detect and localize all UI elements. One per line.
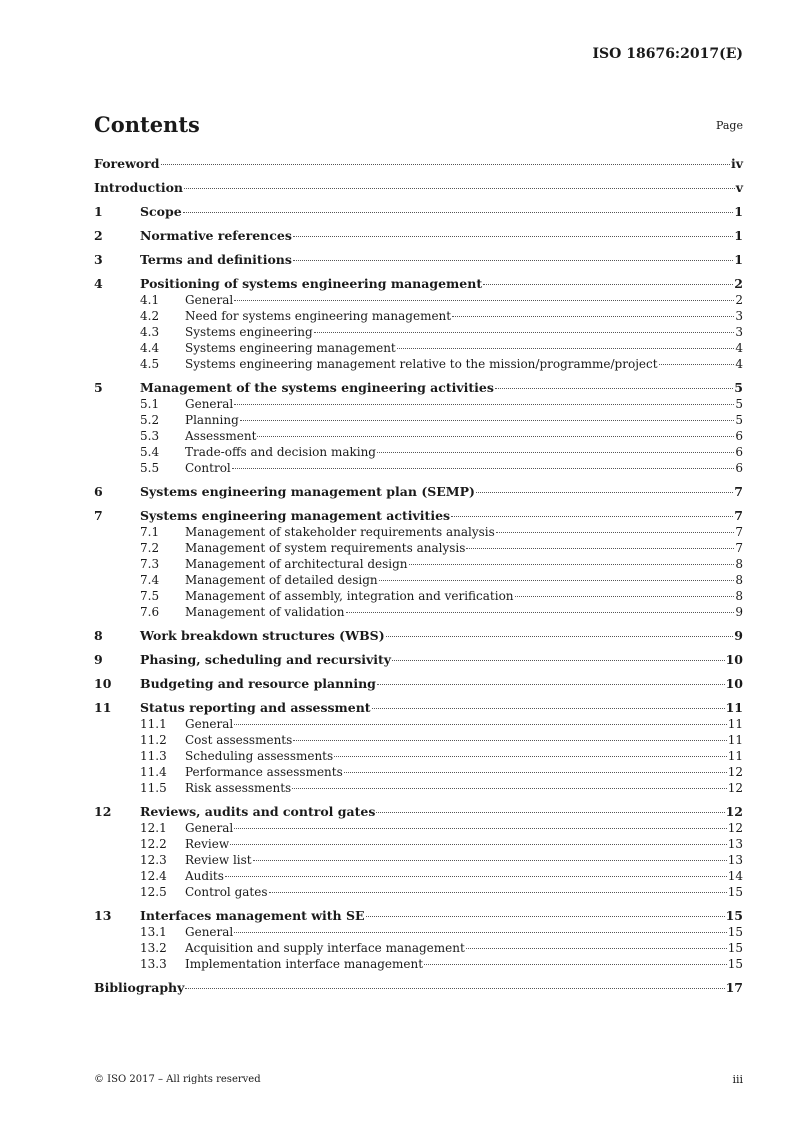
- dot-leader: [496, 532, 735, 533]
- toc-subentry[interactable]: [94, 324, 743, 340]
- dot-leader: [495, 388, 733, 389]
- toc-entry-label: Bibliography: [94, 980, 185, 995]
- toc-entry-page: 13: [727, 837, 743, 851]
- dot-leader: [452, 316, 734, 317]
- toc-entry-label: General: [185, 293, 234, 307]
- toc-subentry[interactable]: [94, 820, 743, 836]
- dot-leader: [377, 684, 725, 685]
- toc-entry-label: Work breakdown structures (WBS): [140, 628, 385, 643]
- toc-entry-page: 5: [734, 380, 743, 395]
- toc-entry-label: Review: [185, 837, 230, 851]
- dot-leader: [293, 260, 733, 261]
- toc-entry-number: 2: [94, 228, 103, 243]
- toc-entry-page: 1: [734, 204, 743, 219]
- toc-entry-number: 11.5: [140, 781, 167, 795]
- toc-subentry[interactable]: [94, 428, 743, 444]
- toc-entry-label: Systems engineering management relative to the mission/programme/project: [185, 357, 658, 371]
- toc-entry-number: 12.2: [140, 837, 167, 851]
- toc-entry-number: 11.2: [140, 733, 167, 747]
- toc-entry[interactable]: [94, 228, 743, 244]
- toc-entry-number: 7.1: [140, 525, 160, 539]
- toc-entry-page: 7: [735, 541, 743, 555]
- dot-leader: [234, 300, 734, 301]
- toc-entry-number: 12.5: [140, 885, 167, 899]
- toc-entry-number: 12: [94, 804, 112, 819]
- toc-entry-page: 11: [725, 700, 743, 715]
- toc-entry-label: Interfaces management with SE: [140, 908, 365, 923]
- toc-entry-number: 13.1: [140, 925, 167, 939]
- toc-entry-page: 6: [735, 445, 743, 459]
- toc-entry-number: 4.5: [140, 357, 160, 371]
- toc-entry-page: 15: [727, 925, 743, 939]
- dot-leader: [183, 212, 734, 213]
- toc-subentry[interactable]: [94, 524, 743, 540]
- toc-entry-label: Assessment: [185, 429, 257, 443]
- toc-entry[interactable]: [94, 380, 743, 396]
- toc-subentry[interactable]: [94, 940, 743, 956]
- toc-entry-number: 9: [94, 652, 103, 667]
- dot-leader: [232, 468, 735, 469]
- toc-entry[interactable]: [94, 628, 743, 644]
- toc-entry-page: 5: [735, 397, 743, 411]
- toc-subentry[interactable]: [94, 852, 743, 868]
- dot-leader: [234, 932, 726, 933]
- toc-entry-number: 4.1: [140, 293, 160, 307]
- toc-entry-label: Management of stakeholder requirements analysis: [185, 525, 495, 539]
- toc-entry-page: 14: [727, 869, 743, 883]
- toc-subentry[interactable]: [94, 556, 743, 572]
- toc-entry-label: Planning: [185, 413, 239, 427]
- toc-entry-page: 7: [735, 525, 743, 539]
- toc-entry-number: 4.2: [140, 309, 160, 323]
- toc-entry-label: Control: [185, 461, 231, 475]
- toc-entry-label: Cost assessments: [185, 733, 293, 747]
- toc-entry-label: Need for systems engineering management: [185, 309, 452, 323]
- dot-leader: [392, 660, 725, 661]
- toc-entry-number: 4.3: [140, 325, 160, 339]
- toc-entry-page: 8: [735, 589, 743, 603]
- toc-subentry[interactable]: [94, 460, 743, 476]
- toc-entry-number: 5.1: [140, 397, 160, 411]
- toc-entry-page: 15: [727, 957, 743, 971]
- toc-entry[interactable]: [94, 484, 743, 500]
- toc-entry-number: 7: [94, 508, 103, 523]
- dot-leader: [377, 452, 734, 453]
- toc-entry-label: Status reporting and assessment: [140, 700, 371, 715]
- toc-entry-page: 8: [735, 573, 743, 587]
- toc-entry[interactable]: [94, 508, 743, 524]
- toc-entry-page: 3: [735, 325, 743, 339]
- dot-leader: [184, 188, 735, 189]
- toc-entry-number: 1: [94, 204, 103, 219]
- toc-subentry[interactable]: [94, 588, 743, 604]
- toc-entry[interactable]: [94, 980, 743, 996]
- toc-entry-page: 2: [734, 276, 743, 291]
- toc-subentry[interactable]: [94, 780, 743, 796]
- toc-entry[interactable]: [94, 908, 743, 924]
- toc-entry[interactable]: [94, 204, 743, 220]
- toc-subentry[interactable]: [94, 836, 743, 852]
- toc-subentry[interactable]: [94, 444, 743, 460]
- toc-entry-label: Systems engineering management activities: [140, 508, 451, 523]
- toc-entry-number: 5: [94, 380, 103, 395]
- toc-entry-label: Systems engineering management plan (SEMP): [140, 484, 475, 499]
- toc-entry-number: 4.4: [140, 341, 160, 355]
- toc-entry-label: Implementation interface management: [185, 957, 424, 971]
- toc-entry-number: 12.1: [140, 821, 167, 835]
- dot-leader: [334, 756, 727, 757]
- toc-entry-label: Reviews, audits and control gates: [140, 804, 376, 819]
- toc-entry-label: Management of assembly, integration and verification: [185, 589, 514, 603]
- dot-leader: [397, 348, 735, 349]
- toc-entry-page: 3: [735, 309, 743, 323]
- toc-entry-page: 6: [735, 461, 743, 475]
- toc-entry-page: 1: [734, 228, 743, 243]
- page-title: Contents: [94, 112, 200, 137]
- toc-entry-number: 5.3: [140, 429, 160, 443]
- toc-entry-page: 17: [725, 980, 743, 995]
- toc-entry-label: Control gates: [185, 885, 268, 899]
- dot-leader: [161, 164, 730, 165]
- toc-subentry[interactable]: [94, 412, 743, 428]
- toc-entry-page: 4: [735, 357, 743, 371]
- toc-entry-label: Audits: [185, 869, 224, 883]
- dot-leader: [293, 740, 726, 741]
- toc-entry-number: 5.5: [140, 461, 160, 475]
- toc-entry-label: Introduction: [94, 180, 184, 195]
- dot-leader: [451, 516, 733, 517]
- toc-entry-label: General: [185, 397, 234, 411]
- toc-entry-page: 7: [734, 484, 743, 499]
- toc-entry-number: 10: [94, 676, 112, 691]
- toc-entry-number: 11.1: [140, 717, 167, 731]
- toc-entry-label: Systems engineering: [185, 325, 313, 339]
- toc-entry-page: 2: [735, 293, 743, 307]
- toc-entry-number: 7.3: [140, 557, 160, 571]
- toc-entry-number: 7.2: [140, 541, 160, 555]
- toc-entry-page: 11: [727, 717, 743, 731]
- toc-entry-number: 12.3: [140, 853, 167, 867]
- dot-leader: [240, 420, 735, 421]
- toc-entry[interactable]: [94, 180, 743, 196]
- toc-entry-label: Trade-offs and decision making: [185, 445, 376, 459]
- toc-entry-label: General: [185, 925, 234, 939]
- toc-subentry[interactable]: [94, 356, 743, 372]
- toc-entry-number: 6: [94, 484, 103, 499]
- toc-entry-page: 12: [727, 765, 743, 779]
- toc-entry-label: Management of system requirements analysis: [185, 541, 466, 555]
- toc-entry-label: Terms and definitions: [140, 252, 292, 267]
- toc-entry-label: Acquisition and supply interface management: [185, 941, 465, 955]
- dot-leader: [515, 596, 735, 597]
- toc-entry[interactable]: [94, 156, 743, 172]
- toc-entry-number: 7.5: [140, 589, 160, 603]
- dot-leader: [483, 284, 733, 285]
- toc-entry-page: 11: [727, 733, 743, 747]
- dot-leader: [185, 988, 724, 989]
- toc-entry-label: Scheduling assessments: [185, 749, 334, 763]
- dot-leader: [234, 724, 726, 725]
- toc-entry-page: 13: [727, 853, 743, 867]
- toc-entry-label: Scope: [140, 204, 182, 219]
- toc-entry-page: 12: [725, 804, 743, 819]
- toc-entry-label: Foreword: [94, 156, 160, 171]
- dot-leader: [234, 828, 726, 829]
- dot-leader: [314, 332, 735, 333]
- dot-leader: [376, 812, 724, 813]
- toc-entry-number: 11.4: [140, 765, 167, 779]
- toc-subentry[interactable]: [94, 340, 743, 356]
- toc-entry-label: Budgeting and resource planning: [140, 676, 376, 691]
- dot-leader: [386, 636, 734, 637]
- toc-entry-page: 15: [725, 908, 743, 923]
- toc-subentry[interactable]: [94, 308, 743, 324]
- toc-entry-page: 5: [735, 413, 743, 427]
- dot-leader: [424, 964, 727, 965]
- toc-entry-page: 15: [727, 885, 743, 899]
- toc-entry-number: 12.4: [140, 869, 167, 883]
- dot-leader: [293, 236, 733, 237]
- document-id: ISO 18676:2017(E): [592, 46, 743, 62]
- dot-leader: [344, 772, 727, 773]
- dot-leader: [292, 788, 727, 789]
- dot-leader: [230, 844, 727, 845]
- dot-leader: [225, 876, 727, 877]
- toc-entry-label: Performance assessments: [185, 765, 343, 779]
- toc-subentry[interactable]: [94, 764, 743, 780]
- toc-subentry[interactable]: [94, 868, 743, 884]
- toc-entry-label: Positioning of systems engineering management: [140, 276, 483, 291]
- dot-leader: [476, 492, 733, 493]
- toc-subentry[interactable]: [94, 572, 743, 588]
- toc-entry-label: Management of detailed design: [185, 573, 378, 587]
- toc-subentry[interactable]: [94, 716, 743, 732]
- dot-leader: [346, 612, 735, 613]
- page-column-label: Page: [715, 119, 743, 132]
- toc-entry-label: Management of validation: [185, 605, 345, 619]
- toc-entry-number: 13: [94, 908, 112, 923]
- toc-entry-page: 10: [725, 652, 743, 667]
- dot-leader: [466, 948, 727, 949]
- toc-subentry[interactable]: [94, 956, 743, 972]
- toc-entry-page: 12: [727, 781, 743, 795]
- toc-entry-page: 1: [734, 252, 743, 267]
- table-of-contents: [94, 156, 743, 996]
- toc-entry-page: 7: [734, 508, 743, 523]
- dot-leader: [234, 404, 734, 405]
- toc-entry-number: 13.2: [140, 941, 167, 955]
- toc-subentry[interactable]: [94, 396, 743, 412]
- toc-entry-page: iv: [730, 156, 743, 171]
- toc-entry-number: 7.4: [140, 573, 160, 587]
- toc-entry-page: 4: [735, 341, 743, 355]
- toc-entry-label: Review list: [185, 853, 252, 867]
- toc-entry-page: 9: [734, 628, 743, 643]
- toc-subentry[interactable]: [94, 884, 743, 900]
- toc-entry-page: 15: [727, 941, 743, 955]
- toc-entry-label: Risk assessments: [185, 781, 292, 795]
- dot-leader: [269, 892, 727, 893]
- toc-entry[interactable]: [94, 276, 743, 292]
- toc-entry-page: 8: [735, 557, 743, 571]
- toc-entry[interactable]: [94, 652, 743, 668]
- toc-subentry[interactable]: [94, 604, 743, 620]
- toc-subentry[interactable]: [94, 292, 743, 308]
- toc-entry[interactable]: [94, 700, 743, 716]
- toc-subentry[interactable]: [94, 732, 743, 748]
- toc-entry-label: Management of the systems engineering activities: [140, 380, 494, 395]
- toc-subentry[interactable]: [94, 748, 743, 764]
- toc-entry-number: 8: [94, 628, 103, 643]
- toc-entry-label: General: [185, 717, 234, 731]
- toc-entry-number: 4: [94, 276, 103, 291]
- page-number: iii: [732, 1073, 743, 1086]
- toc-entry-number: 13.3: [140, 957, 167, 971]
- toc-entry-number: 11.3: [140, 749, 167, 763]
- dot-leader: [659, 364, 735, 365]
- toc-entry-number: 3: [94, 252, 103, 267]
- toc-entry[interactable]: [94, 252, 743, 268]
- toc-entry-page: 10: [725, 676, 743, 691]
- toc-entry-label: Phasing, scheduling and recursivity: [140, 652, 392, 667]
- toc-entry-label: Normative references: [140, 228, 292, 243]
- toc-entry-page: 11: [727, 749, 743, 763]
- toc-entry[interactable]: [94, 804, 743, 820]
- toc-entry-label: General: [185, 821, 234, 835]
- toc-entry-label: Management of architectural design: [185, 557, 408, 571]
- toc-entry-label: Systems engineering management: [185, 341, 396, 355]
- copyright-notice: © ISO 2017 – All rights reserved: [94, 1074, 261, 1085]
- toc-entry-page: v: [735, 180, 743, 195]
- dot-leader: [257, 436, 734, 437]
- dot-leader: [372, 708, 725, 709]
- dot-leader: [253, 860, 727, 861]
- toc-subentry[interactable]: [94, 924, 743, 940]
- dot-leader: [409, 564, 735, 565]
- toc-entry-number: 11: [94, 700, 112, 715]
- toc-entry-page: 6: [735, 429, 743, 443]
- dot-leader: [379, 580, 735, 581]
- toc-entry-number: 5.4: [140, 445, 160, 459]
- toc-entry-page: 12: [727, 821, 743, 835]
- toc-entry-number: 7.6: [140, 605, 160, 619]
- toc-entry-number: 5.2: [140, 413, 160, 427]
- toc-entry-page: 9: [735, 605, 743, 619]
- toc-entry[interactable]: [94, 676, 743, 692]
- dot-leader: [366, 916, 725, 917]
- toc-subentry[interactable]: [94, 540, 743, 556]
- dot-leader: [466, 548, 734, 549]
